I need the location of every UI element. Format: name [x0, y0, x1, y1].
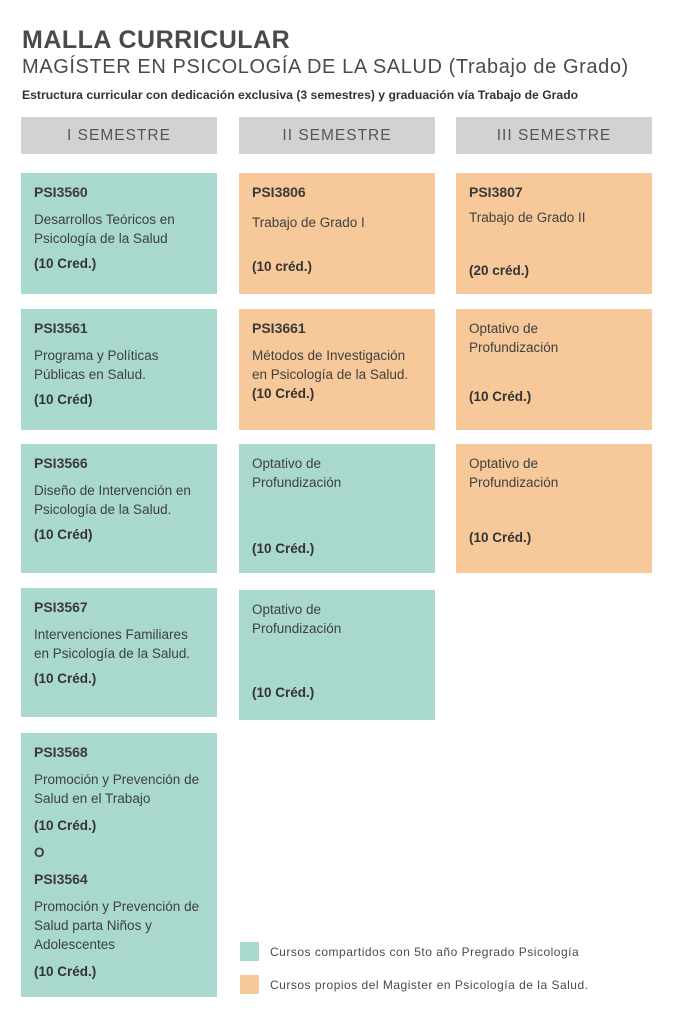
course-code: PSI3568 — [34, 744, 88, 760]
course-credits: (10 Créd.) — [34, 964, 97, 979]
course-name: Trabajo de Grado I — [252, 215, 365, 230]
course-name: Programa y Políticas Públicas en Salud. — [34, 348, 159, 382]
page-subtitle: MAGÍSTER EN PSICOLOGÍA DE LA SALUD (Trabajo de Grado) — [22, 56, 629, 78]
course-card — [239, 173, 435, 294]
course-name: Métodos de Investigación en Psicología de la Salud. — [252, 348, 409, 382]
course-code: PSI3807 — [469, 184, 523, 200]
course-credits: (10 Créd.) — [469, 530, 532, 545]
course-credits: (10 Cred.) — [34, 256, 97, 271]
semester-header-3: III SEMESTRE — [456, 117, 652, 154]
course-name: Optativo de Profundización — [252, 456, 342, 490]
legend-item-shared — [240, 942, 579, 961]
course-credits: (10 créd.) — [252, 259, 313, 274]
course-code: PSI3566 — [34, 455, 88, 471]
course-card — [21, 173, 217, 294]
page-title: MALLA CURRICULAR — [22, 26, 291, 54]
course-card — [239, 309, 435, 430]
course-credits: (10 Créd.) — [252, 386, 315, 401]
course-credits: (10 Créd) — [34, 392, 93, 407]
course-credits: (20 créd.) — [469, 263, 530, 278]
course-name: Intervenciones Familiares en Psicología de la Salud. — [34, 627, 191, 661]
course-card — [456, 173, 652, 294]
course-name: Promoción y Prevención de Salud parta Niños y Adolescentes — [34, 899, 200, 952]
legend-swatch-shared — [240, 942, 259, 961]
course-card — [456, 309, 652, 430]
semester-header-1: I SEMESTRE — [21, 117, 217, 154]
course-code: PSI3561 — [34, 320, 88, 336]
or-separator: O — [34, 845, 45, 860]
course-card — [239, 590, 435, 720]
course-name: Desarrollos Teóricos en Psicología de la Salud — [34, 212, 175, 246]
course-name: Optativo de Profundización — [252, 602, 342, 636]
course-credits: (10 Créd) — [34, 527, 93, 542]
course-name: Trabajo de Grado II — [469, 210, 586, 225]
course-credits: (10 Créd.) — [252, 685, 315, 700]
legend-swatch-own — [240, 975, 259, 994]
course-code: PSI3564 — [34, 871, 88, 887]
legend-label: Cursos propios del Magister en Psicología de la Salud. — [270, 977, 589, 992]
course-code: PSI3567 — [34, 599, 88, 615]
course-code: PSI3560 — [34, 184, 88, 200]
course-card — [21, 309, 217, 430]
course-card — [456, 444, 652, 573]
course-credits: (10 Créd.) — [469, 389, 532, 404]
course-card — [21, 444, 217, 573]
course-card — [21, 588, 217, 717]
course-name: Optativo de Profundización — [469, 321, 559, 355]
course-credits: (10 Créd.) — [34, 818, 97, 833]
course-code: PSI3661 — [252, 320, 306, 336]
course-card — [239, 444, 435, 573]
page-description: Estructura curricular con dedicación exclusiva (3 semestres) y graduación vía Trabajo de Grado — [22, 88, 579, 102]
legend-label: Cursos compartidos con 5to año Pregrado Psicología — [270, 944, 580, 959]
course-name: Promoción y Prevención de Salud en el Trabajo — [34, 772, 200, 806]
legend-item-own — [240, 975, 589, 994]
semester-header-2: II SEMESTRE — [239, 117, 435, 154]
course-name: Diseño de Intervención en Psicología de la Salud. — [34, 483, 191, 517]
course-name: Optativo de Profundización — [469, 456, 559, 490]
course-credits: (10 Créd.) — [34, 671, 97, 686]
course-code: PSI3806 — [252, 184, 306, 200]
course-card — [21, 733, 217, 997]
course-credits: (10 Créd.) — [252, 541, 315, 556]
